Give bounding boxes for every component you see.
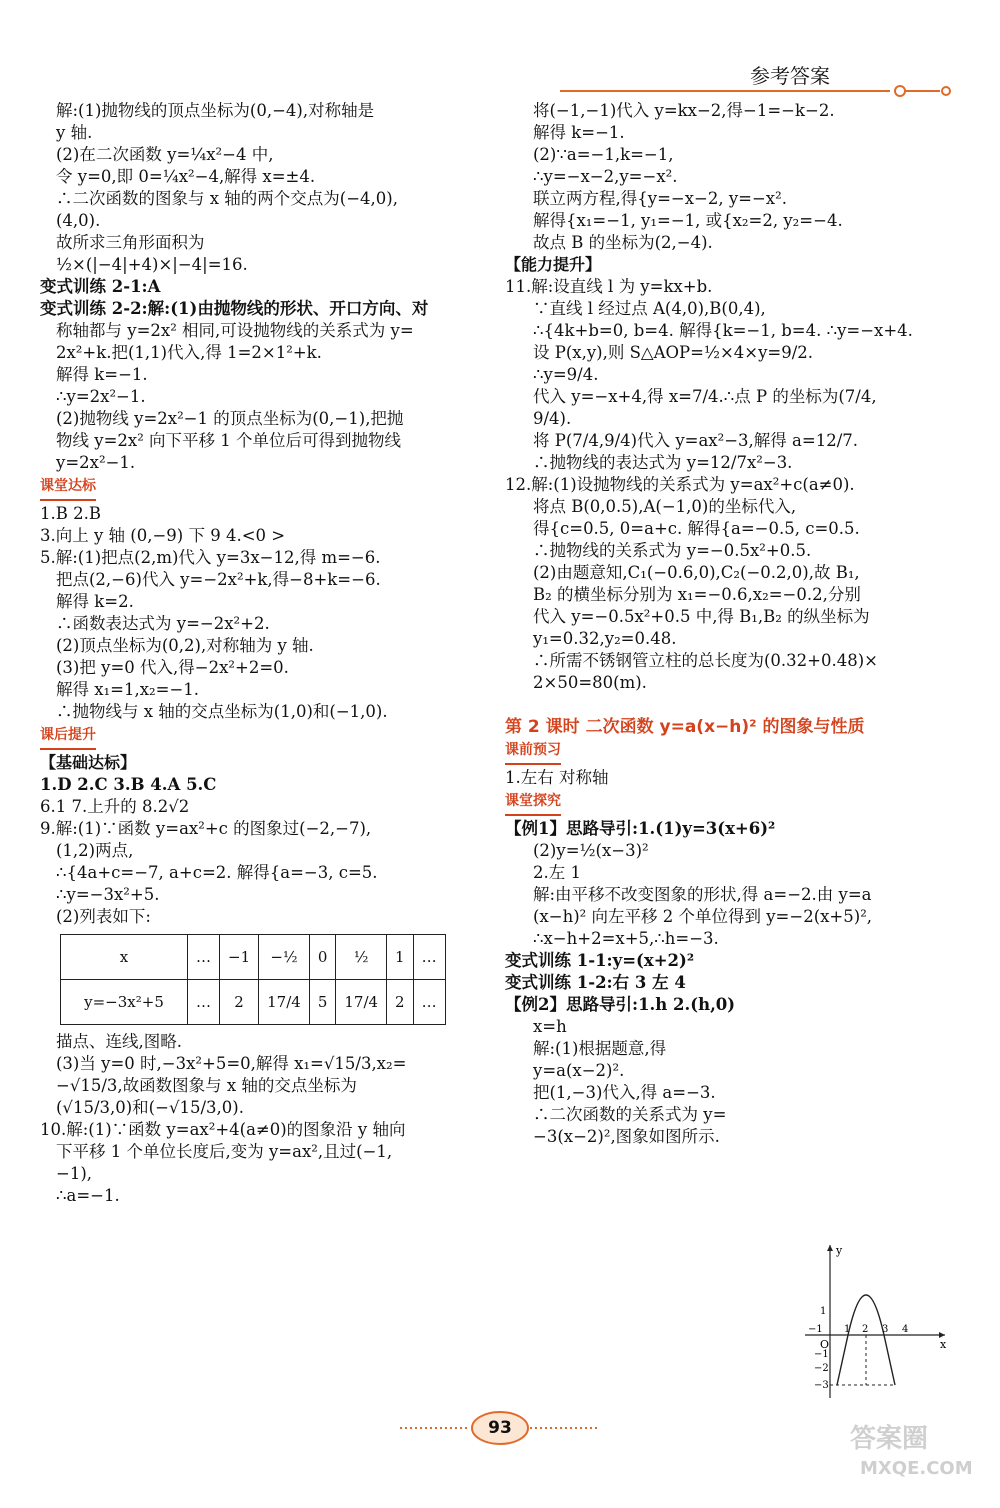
right-line: 第 2 课时 二次函数 y=a(x−h)² 的图象与性质 [505, 717, 865, 737]
table-cell: −1 [220, 935, 259, 980]
right-line: ∴y=9/4. [533, 365, 599, 384]
right-line: 解得{x₁=−1, y₁=−1, 或{x₂=2, y₂=−4. [533, 211, 843, 230]
left-line: (1,2)两点, [56, 841, 134, 860]
left2-line: −√15/3,故函数图象与 x 轴的交点坐标为 [56, 1076, 357, 1095]
table-cell: … [413, 980, 445, 1025]
left-line: ∴函数表达式为 y=−2x²+2. [56, 614, 270, 633]
right-line: 【能力提升】 [505, 255, 602, 274]
left-line: 变式训练 2-2:解:(1)由抛物线的形状、开口方向、对 [40, 299, 429, 318]
right-line: −3(x−2)²,图象如图所示. [533, 1127, 720, 1146]
right-line: ∴{4k+b=0, b=4. 解得{k=−1, b=4. ∴y=−x+4. [533, 321, 913, 340]
right-line: ∴x−h+2=x+5,∴h=−3. [533, 929, 719, 948]
right-line: 12.解:(1)设抛物线的关系式为 y=ax²+c(a≠0). [505, 475, 855, 494]
graph-label-y: y [836, 1244, 843, 1257]
left-line: 故所求三角形面积为 [56, 233, 205, 252]
right-line: 解:(1)根据题意,得 [533, 1039, 667, 1058]
parabola-graph [800, 1240, 950, 1400]
left-line: ∴二次函数的图象与 x 轴的两个交点为(−4,0), [56, 189, 398, 208]
right-line: ∴二次函数的关系式为 y= [533, 1105, 727, 1124]
left-line: 课堂达标 [40, 477, 96, 501]
left-line: 解得 k=2. [56, 592, 134, 611]
left2-line: 下平移 1 个单位长度后,变为 y=ax²,且过(−1, [56, 1142, 393, 1161]
left2-line: 10.解:(1)∵函数 y=ax²+4(a≠0)的图象沿 y 轴向 [40, 1120, 406, 1139]
left-line: (2)列表如下: [56, 907, 151, 926]
left2-line: (3)当 y=0 时,−3x²+5=0,解得 x₁=√15/3,x₂= [56, 1054, 407, 1073]
left-line: 物线 y=2x² 向下平移 1 个单位后可得到抛物线 [56, 431, 402, 450]
right-line: (2)∵a=−1,k=−1, [533, 145, 674, 164]
right-line: 将点 B(0,0.5),A(−1,0)的坐标代入, [533, 497, 797, 516]
right-line: B₂ 的横坐标分别为 x₁=−0.6,x₂=−0.2,分别 [533, 585, 861, 604]
right-line: 将 P(7/4,9/4)代入 y=ax²−3,解得 a=12/7. [533, 431, 858, 450]
right-lines [505, 100, 960, 1148]
left2-line: −1), [56, 1164, 93, 1183]
graph-label-y1: 1 [820, 1306, 827, 1317]
table-cell: … [188, 980, 220, 1025]
right-line: x=h [533, 1017, 567, 1036]
table-cell: 17/4 [336, 980, 387, 1025]
right-line: 2×50=80(m). [533, 673, 647, 692]
table-cell: x [61, 935, 188, 980]
left-column [40, 100, 470, 1207]
graph-label-ym2: −2 [814, 1363, 829, 1374]
graph-label-ym1: −1 [814, 1349, 829, 1360]
left-line: (4,0). [56, 211, 101, 230]
left2-line: ∴a=−1. [56, 1186, 120, 1205]
left-line: 把点(2,−6)代入 y=−2x²+k,得−8+k=−6. [56, 570, 381, 589]
value-table [60, 934, 446, 1025]
table-cell: 5 [309, 980, 336, 1025]
left-line: 3.向上 y 轴 (0,−9) 下 9 4.<0 > [40, 526, 286, 545]
table-cell: ½ [336, 935, 387, 980]
right-line: 变式训练 1-2:右 3 左 4 [505, 973, 686, 992]
header-title: 参考答案 [750, 64, 830, 88]
right-line: ∴抛物线的关系式为 y=−0.5x²+0.5. [533, 541, 812, 560]
left-line: 9.解:(1)∵函数 y=ax²+c 的图象过(−2,−7), [40, 819, 372, 838]
left-line: (2)在二次函数 y=¼x²−4 中, [56, 145, 274, 164]
table-row-y [61, 980, 446, 1025]
right-line: 变式训练 1-1:y=(x+2)² [505, 951, 695, 970]
left2-line: 描点、连线,图略. [56, 1032, 182, 1051]
right-line: ∴y=−x−2,y=−x². [533, 167, 678, 186]
left-line: ∴y=−3x²+5. [56, 885, 160, 904]
table-cell: … [413, 935, 445, 980]
left-line: 1.B 2.B [40, 504, 101, 523]
left-line: 令 y=0,即 0=¼x²−4,解得 x=±4. [56, 167, 316, 186]
table-cell: … [188, 935, 220, 980]
graph-label-x3: 3 [882, 1324, 889, 1335]
left-line: 6.1 7.上升的 8.2√2 [40, 797, 190, 816]
right-line: 【例2】思路导引:1.h 2.(h,0) [505, 995, 736, 1014]
left-line: ∴y=2x²−1. [56, 387, 146, 406]
right-line: 9/4). [533, 409, 572, 428]
left-line: 1.D 2.C 3.B 4.A 5.C [40, 775, 217, 794]
graph-label-ym3: −3 [814, 1380, 829, 1391]
right-line: 将(−1,−1)代入 y=kx−2,得−1=−k−2. [533, 101, 835, 120]
watermark-text: 答案圈 [850, 1424, 929, 1454]
left2-line: (√15/3,0)和(−√15/3,0). [56, 1098, 244, 1117]
right-line: 代入 y=−x+4,得 x=7/4.∴点 P 的坐标为(7/4, [533, 387, 877, 406]
right-line: (x−h)² 向左平移 2 个单位得到 y=−2(x+5)², [533, 907, 873, 926]
right-line: y=a(x−2)². [533, 1061, 625, 1080]
right-line: 2.左 1 [533, 863, 581, 882]
left-line: ∴{4a+c=−7, a+c=2. 解得{a=−3, c=5. [56, 863, 378, 882]
left-line: 变式训练 2-1:A [40, 277, 161, 296]
graph-label-x4: 4 [902, 1324, 909, 1335]
header-decor-line [560, 84, 960, 98]
table-cell: 1 [387, 935, 414, 980]
table-cell: y=−3x²+5 [61, 980, 188, 1025]
left-line: (2)顶点坐标为(0,2),对称轴为 y 轴. [56, 636, 314, 655]
right-line: ∴抛物线的表达式为 y=12/7x²−3. [533, 453, 793, 472]
left-line: y 轴. [56, 123, 93, 142]
right-line: 1.左右 对称轴 [505, 768, 609, 787]
left-line: 解:(1)抛物线的顶点坐标为(0,−4),对称轴是 [56, 101, 375, 120]
graph-label-x2: 2 [862, 1324, 869, 1335]
left-lines-continued [40, 1031, 470, 1207]
right-line: 11.解:设直线 l 为 y=kx+b. [505, 277, 713, 296]
left-line: 解得 k=−1. [56, 365, 148, 384]
right-line: ∴所需不锈钢管立柱的总长度为(0.32+0.48)× [533, 651, 879, 670]
table-cell: 0 [309, 935, 336, 980]
left-line: 解得 x₁=1,x₂=−1. [56, 680, 200, 699]
left-line: ½×(|−4|+4)×|−4|=16. [56, 255, 248, 274]
right-line: y₁=0.32,y₂=0.48. [533, 629, 677, 648]
right-line: 【例1】思路导引:1.(1)y=3(x+6)² [505, 819, 776, 838]
left-line: ∴抛物线与 x 轴的交点坐标为(1,0)和(−1,0). [56, 702, 388, 721]
graph-label-x: x [940, 1338, 947, 1351]
graph-label-x1: 1 [844, 1324, 851, 1335]
graph-label-o: O [820, 1338, 830, 1351]
left-line: (2)抛物线 y=2x²−1 的顶点坐标为(0,−1),把抛 [56, 409, 404, 428]
right-line: 把(1,−3)代入,得 a=−3. [533, 1083, 716, 1102]
right-line: 设 P(x,y),则 S△AOP=½×4×y=9/2. [533, 343, 814, 362]
left-line: 称轴都与 y=2x² 相同,可设抛物线的关系式为 y= [56, 321, 414, 340]
table-cell: −½ [259, 935, 310, 980]
right-line [505, 694, 960, 716]
right-line: (2)由题意知,C₁(−0.6,0),C₂(−0.2,0),故 B₁, [533, 563, 860, 582]
left-line: 【基础达标】 [40, 753, 137, 772]
page-number: 93 [488, 1418, 512, 1438]
right-line: 代入 y=−0.5x²+0.5 中,得 B₁,B₂ 的纵坐标为 [533, 607, 870, 626]
right-line: 课前预习 [505, 741, 561, 765]
left-line: 课后提升 [40, 726, 96, 750]
right-line: 解得 k=−1. [533, 123, 625, 142]
table-cell: 17/4 [259, 980, 310, 1025]
right-line: 联立两方程,得{y=−x−2, y=−x². [533, 189, 787, 208]
left-line: (3)把 y=0 代入,得−2x²+2=0. [56, 658, 289, 677]
right-line: 得{c=0.5, 0=a+c. 解得{a=−0.5, c=0.5. [533, 519, 860, 538]
right-line: 故点 B 的坐标为(2,−4). [533, 233, 713, 252]
graph-label-xm1: −1 [808, 1324, 823, 1335]
table-cell: 2 [220, 980, 259, 1025]
watermark-url: MXQE.COM [860, 1458, 973, 1479]
table-cell: 2 [387, 980, 414, 1025]
right-line: (2)y=½(x−3)² [533, 841, 649, 860]
right-line: 课堂探究 [505, 792, 561, 816]
left-line: 2x²+k.把(1,1)代入,得 1=2×1²+k. [56, 343, 322, 362]
right-line: 解:由平移不改变图象的形状,得 a=−2.由 y=a [533, 885, 872, 904]
left-line: y=2x²−1. [56, 453, 136, 472]
left-lines [40, 100, 470, 928]
left-line: 5.解:(1)把点(2,m)代入 y=3x−12,得 m=−6. [40, 548, 381, 567]
table-row-x [61, 935, 446, 980]
right-column [505, 100, 960, 1148]
right-line: ∵直线 l 经过点 A(4,0),B(0,4), [533, 299, 766, 318]
